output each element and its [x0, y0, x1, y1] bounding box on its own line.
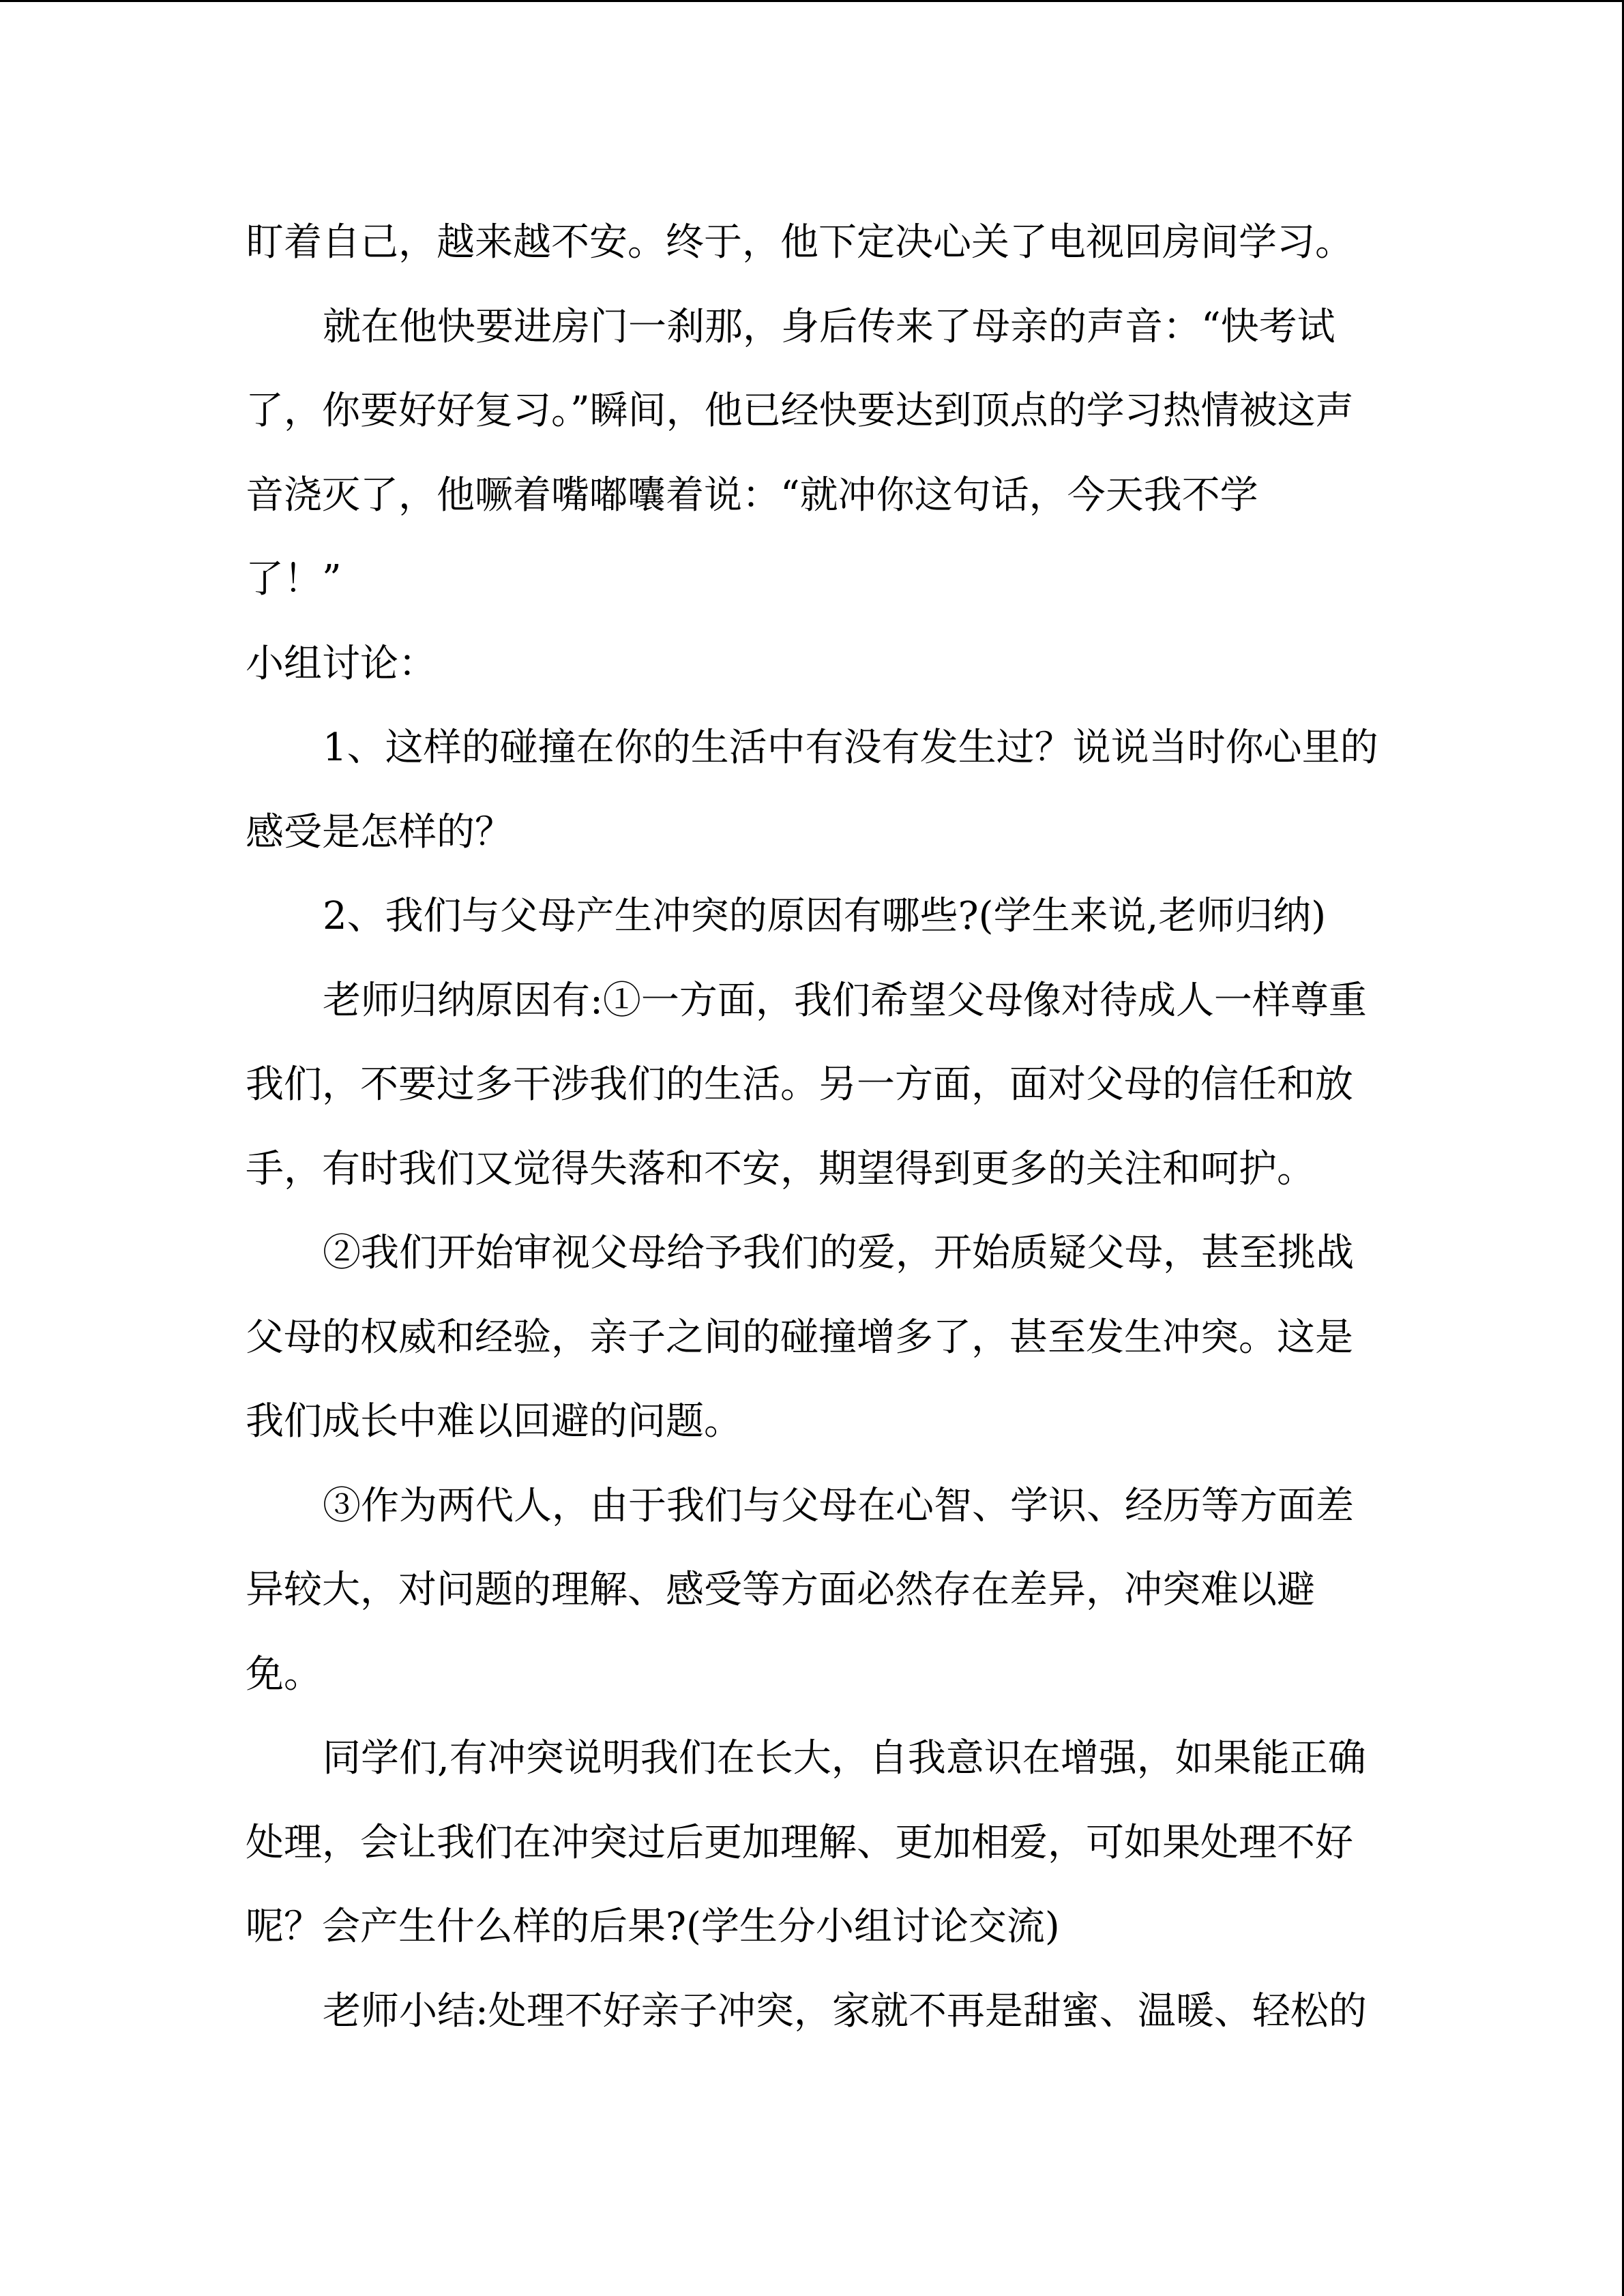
- text-line: 就在他快要进房门一刹那，身后传来了母亲的声音：“快考试: [323, 305, 1335, 349]
- text-line: 处理，会让我们在冲突过后更加理解、更加相爱，可如果处理不好: [246, 1821, 1353, 1865]
- text-line: 感受是怎样的？: [246, 810, 513, 854]
- text-line: 异较大，对问题的理解、感受等方面必然存在差异，冲突难以避: [246, 1568, 1315, 1612]
- text-line: 1、这样的碰撞在你的生活中有没有发生过？说说当时你心里的: [323, 726, 1378, 770]
- text-line: 呢？会产生什么样的后果?(学生分小组讨论交流): [246, 1905, 1060, 1949]
- text-line: 我们成长中难以回避的问题。: [246, 1399, 742, 1444]
- text-line: 了！”: [246, 557, 342, 601]
- text-line: 音浇灭了，他噘着嘴嘟囔着说：“就冲你这句话，今天我不学: [246, 473, 1258, 518]
- text-line: 2、我们与父母产生冲突的原因有哪些?(学生来说,老师归纳): [323, 894, 1327, 938]
- text-line: 了，你要好好复习。”瞬间，他已经快要达到顶点的学习热情被这声: [246, 389, 1354, 433]
- text-line: 父母的权威和经验，亲子之间的碰撞增多了，甚至发生冲突。这是: [246, 1315, 1353, 1360]
- text-line: ②我们开始审视父母给予我们的爱，开始质疑父母，甚至挑战: [323, 1231, 1354, 1275]
- text-line: 老师归纳原因有:①一方面，我们希望父母像对待成人一样尊重: [323, 979, 1367, 1023]
- text-line: ③作为两代人，由于我们与父母在心智、学识、经历等方面差: [323, 1484, 1354, 1528]
- text-line: 盯着自己，越来越不安。终于，他下定决心关了电视回房间学习。: [246, 220, 1353, 265]
- text-line: 免。: [246, 1652, 322, 1697]
- text-line: 老师小结:处理不好亲子冲突，家就不再是甜蜜、温暖、轻松的: [323, 1989, 1367, 2033]
- text-line: 我们，不要过多干涉我们的生活。另一方面，面对父母的信任和放: [246, 1062, 1353, 1107]
- section-heading: 小组讨论：: [246, 642, 437, 686]
- text-line: 手，有时我们又觉得失落和不安，期望得到更多的关注和呵护。: [246, 1147, 1315, 1191]
- text-line: 同学们,有冲突说明我们在长大，自我意识在增强，如果能正确: [323, 1736, 1366, 1780]
